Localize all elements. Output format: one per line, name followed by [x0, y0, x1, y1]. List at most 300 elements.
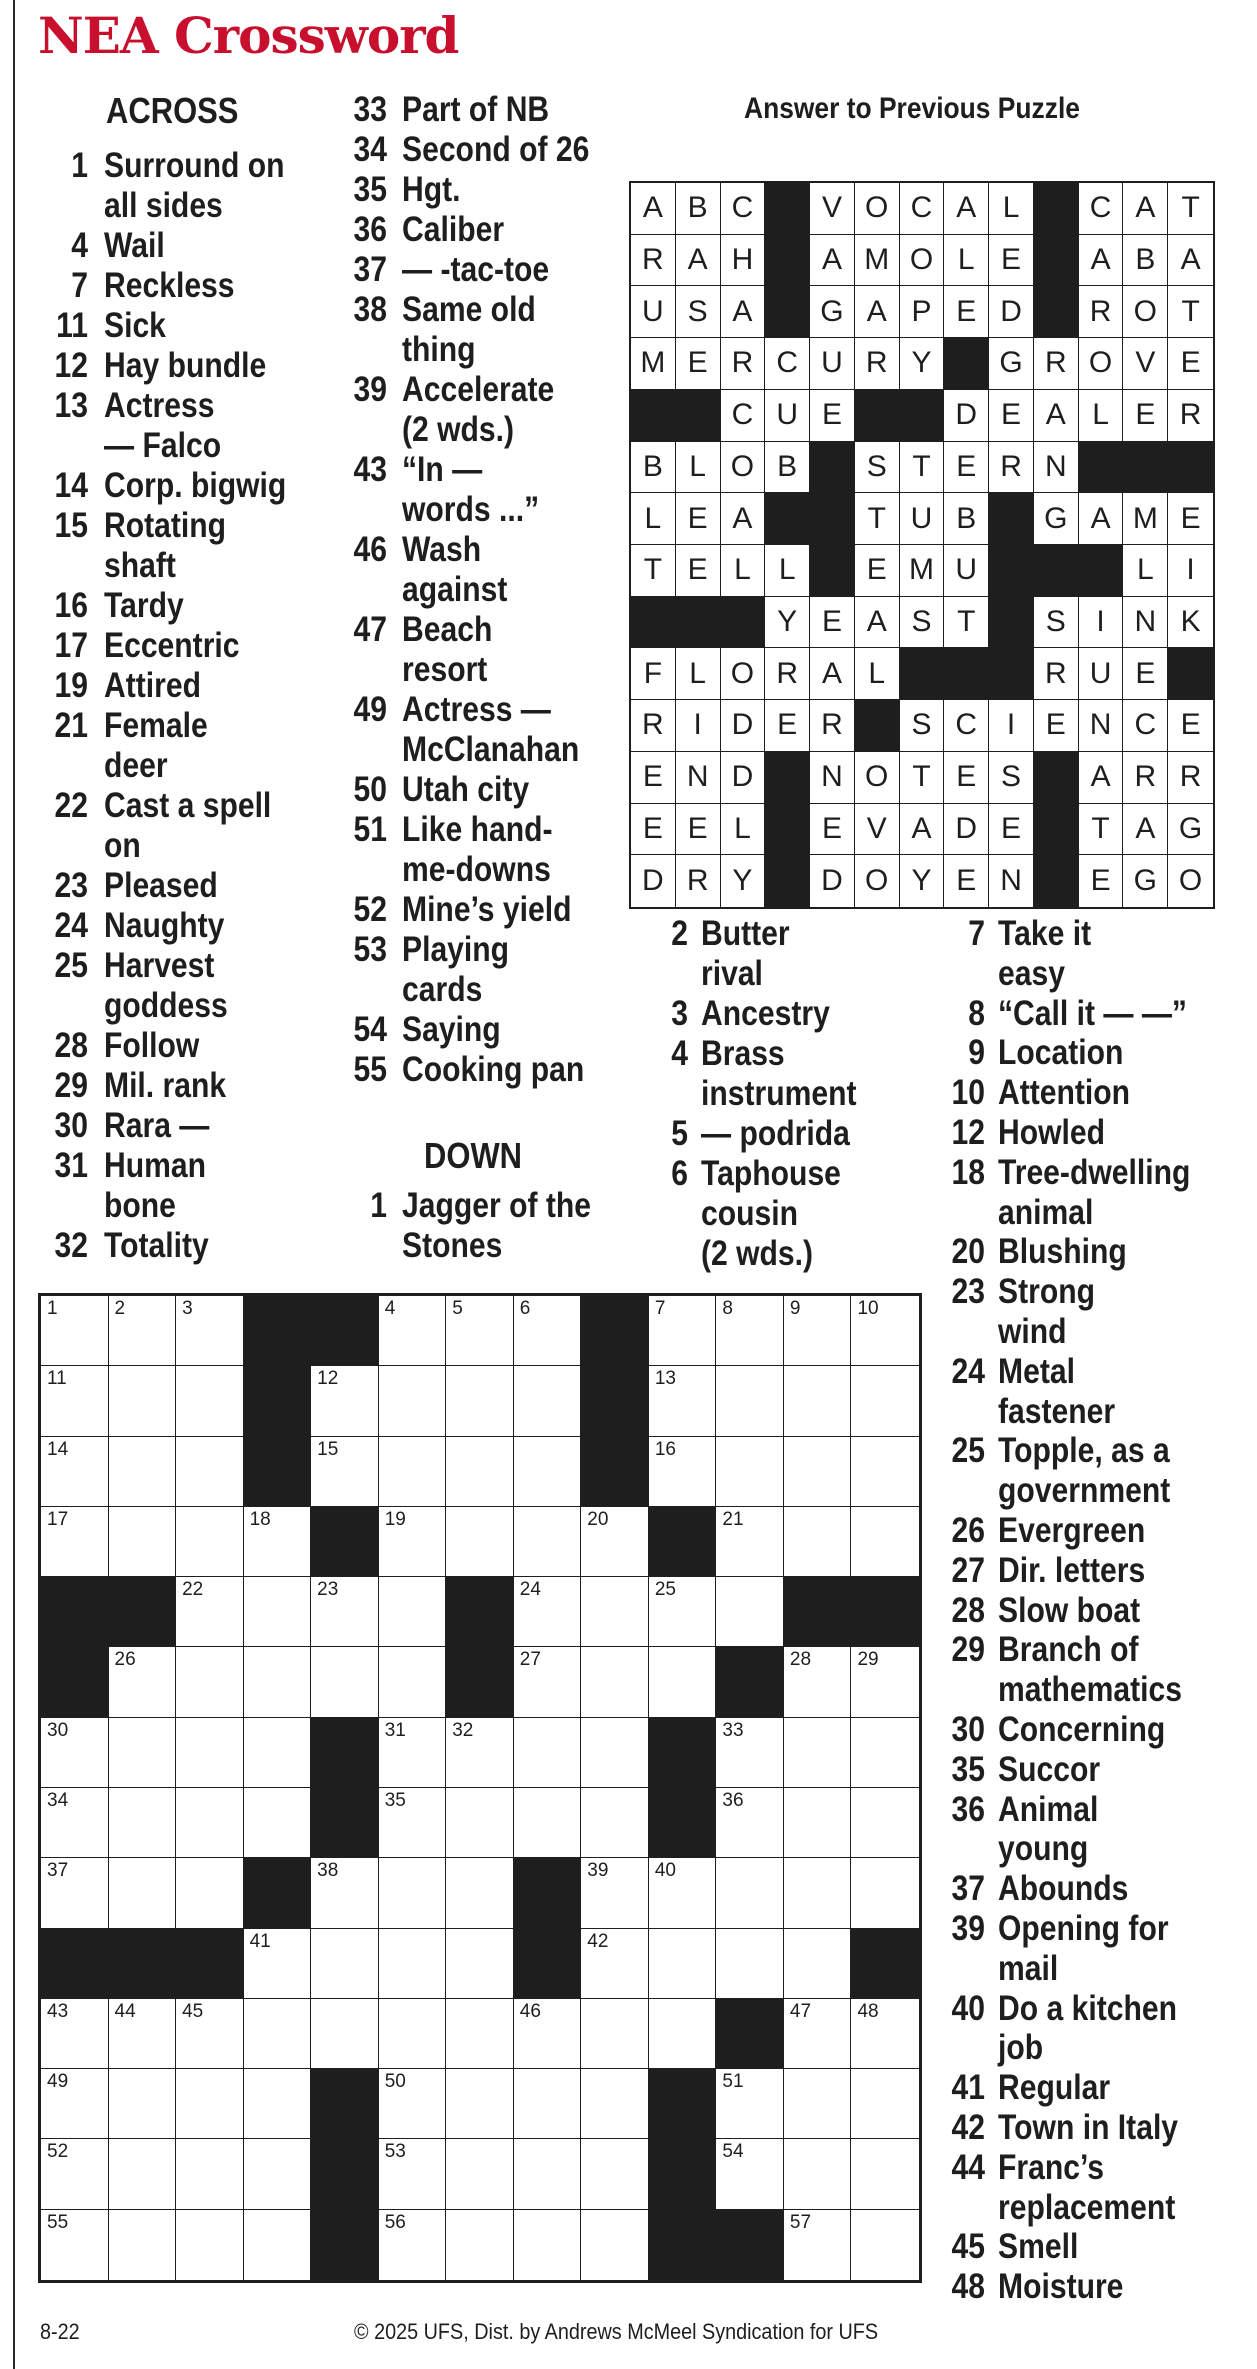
grid-cell[interactable]	[716, 1718, 784, 1788]
answer-letter: L	[631, 493, 676, 545]
cell-number: 30	[47, 1719, 69, 1741]
grid-cell[interactable]	[784, 1858, 852, 1928]
clue-number: 41	[951, 2068, 985, 2108]
clue-number: 9	[968, 1033, 985, 1073]
black-square	[649, 1718, 717, 1788]
grid-cell[interactable]	[311, 1999, 379, 2069]
grid-cell[interactable]	[514, 1366, 582, 1436]
black-square	[311, 1507, 379, 1577]
grid-cell[interactable]	[514, 1999, 582, 2069]
grid-cell[interactable]	[244, 1999, 312, 2069]
grid-cell[interactable]	[784, 2069, 852, 2139]
grid-cell[interactable]	[851, 2210, 919, 2280]
clue-number: 25	[54, 946, 88, 985]
grid-cell[interactable]	[176, 2139, 244, 2209]
clue-text: “Call it — —”	[998, 993, 1187, 1033]
black-square	[721, 597, 766, 649]
black-square	[1034, 855, 1079, 907]
clue-number: 29	[951, 1630, 985, 1670]
cell-number: 31	[384, 1719, 406, 1741]
cell-number: 5	[452, 1298, 463, 1319]
grid-cell[interactable]	[716, 2139, 784, 2209]
grid-cell[interactable]	[109, 2139, 177, 2209]
clue-text: Dir. letters	[998, 1550, 1146, 1590]
answer-letter: B	[944, 493, 989, 545]
answer-letter: A	[631, 183, 676, 235]
black-square	[989, 545, 1034, 597]
grid-cell[interactable]	[41, 1296, 109, 1366]
grid-cell[interactable]	[514, 1507, 582, 1577]
cell-number: 54	[722, 2141, 744, 2163]
crossword-grid	[38, 1293, 922, 2283]
answer-letter: A	[855, 597, 900, 649]
grid-cell[interactable]	[446, 1296, 514, 1366]
grid-cell[interactable]	[851, 1366, 919, 1436]
grid-cell[interactable]	[41, 1718, 109, 1788]
grid-cell[interactable]	[379, 1507, 447, 1577]
cell-number: 34	[47, 1789, 69, 1811]
grid-cell[interactable]	[649, 1296, 717, 1366]
black-square	[41, 1647, 109, 1717]
grid-cell[interactable]	[581, 2069, 649, 2139]
grid-cell[interactable]	[784, 2139, 852, 2209]
grid-cell[interactable]	[784, 1929, 852, 1999]
grid-cell[interactable]	[176, 2210, 244, 2280]
clue-text: Attention	[998, 1073, 1131, 1113]
grid-cell[interactable]	[109, 1999, 177, 2069]
black-square	[900, 648, 945, 700]
grid-cell[interactable]	[514, 1437, 582, 1507]
grid-cell[interactable]	[581, 1929, 649, 1999]
clue-text: — -tac-toe	[402, 250, 550, 289]
grid-cell[interactable]	[784, 1788, 852, 1858]
answer-letter: Y	[900, 855, 945, 907]
grid-cell[interactable]	[109, 1858, 177, 1928]
clue-text: Attired	[104, 666, 201, 705]
grid-cell[interactable]	[851, 1647, 919, 1717]
clue-number: 36	[951, 1789, 985, 1829]
answer-letter: D	[721, 752, 766, 804]
answer-letter: S	[1034, 597, 1079, 649]
grid-cell[interactable]	[109, 2210, 177, 2280]
grid-cell[interactable]	[581, 1858, 649, 1928]
grid-cell[interactable]	[649, 1858, 717, 1928]
answer-letter: M	[900, 545, 945, 597]
answer-letter: A	[1123, 183, 1168, 235]
cell-number: 25	[654, 1579, 676, 1601]
grid-cell[interactable]	[716, 1929, 784, 1999]
answer-letter: R	[631, 235, 676, 287]
cell-number: 35	[384, 1789, 406, 1811]
answer-letter: N	[810, 752, 855, 804]
answer-letter: T	[855, 493, 900, 545]
cell-number: 17	[47, 1508, 69, 1530]
clue-text: Eccentric	[104, 626, 240, 665]
grid-cell[interactable]	[649, 1647, 717, 1717]
cell-number: 55	[47, 2211, 69, 2233]
grid-cell[interactable]	[379, 1366, 447, 1436]
grid-cell[interactable]	[41, 2210, 109, 2280]
cell-number: 19	[384, 1508, 406, 1530]
grid-cell[interactable]	[784, 1507, 852, 1577]
grid-cell[interactable]	[514, 2139, 582, 2209]
grid-cell[interactable]	[716, 1366, 784, 1436]
grid-cell[interactable]	[176, 1718, 244, 1788]
grid-cell[interactable]	[514, 1296, 582, 1366]
answer-letter: R	[1168, 752, 1213, 804]
grid-cell[interactable]	[176, 1437, 244, 1507]
clue-text: animal	[998, 1192, 1094, 1232]
clue-text: Brass	[701, 1034, 785, 1073]
clue-text: (2 wds.)	[402, 410, 515, 449]
grid-cell[interactable]	[41, 1858, 109, 1928]
answer-letter: A	[810, 648, 855, 700]
black-square	[109, 1929, 177, 1999]
clue-text: cards	[402, 970, 483, 1009]
grid-cell[interactable]	[716, 1507, 784, 1577]
clue-text: Franc’s	[998, 2147, 1104, 2187]
clue-text: Actress —	[402, 690, 551, 729]
grid-cell[interactable]	[784, 1647, 852, 1717]
grid-cell[interactable]	[244, 1788, 312, 1858]
grid-cell[interactable]	[176, 2069, 244, 2139]
grid-cell[interactable]	[446, 2139, 514, 2209]
grid-cell[interactable]	[41, 1788, 109, 1858]
answer-letter: V	[810, 183, 855, 235]
grid-cell[interactable]	[784, 1296, 852, 1366]
clue-number: 2	[671, 914, 688, 953]
grid-cell[interactable]	[851, 2139, 919, 2209]
clue-number: 37	[951, 1869, 985, 1909]
grid-cell[interactable]	[851, 1788, 919, 1858]
cell-number: 56	[384, 2211, 406, 2233]
grid-cell[interactable]	[851, 1858, 919, 1928]
black-square	[765, 855, 810, 907]
clue-text: Strong	[998, 1272, 1095, 1312]
grid-cell[interactable]	[176, 1577, 244, 1647]
clue-number: 45	[951, 2227, 985, 2267]
black-square	[581, 1366, 649, 1436]
grid-cell[interactable]	[379, 2139, 447, 2209]
grid-cell[interactable]	[379, 1437, 447, 1507]
grid-cell[interactable]	[446, 1437, 514, 1507]
grid-cell[interactable]	[581, 1999, 649, 2069]
grid-cell[interactable]	[784, 2210, 852, 2280]
grid-cell[interactable]	[649, 1999, 717, 2069]
grid-cell[interactable]	[716, 1858, 784, 1928]
grid-cell[interactable]	[244, 2139, 312, 2209]
grid-cell[interactable]	[109, 1718, 177, 1788]
answer-letter: R	[1168, 390, 1213, 442]
cell-number: 41	[249, 1930, 271, 1952]
grid-cell[interactable]	[514, 1788, 582, 1858]
answer-letter: E	[1168, 493, 1213, 545]
grid-cell[interactable]	[514, 2069, 582, 2139]
black-square	[649, 2139, 717, 2209]
answer-letter: A	[900, 804, 945, 856]
answer-letter: M	[631, 338, 676, 390]
grid-cell[interactable]	[311, 1577, 379, 1647]
answer-letter: V	[855, 804, 900, 856]
grid-cell[interactable]	[784, 1366, 852, 1436]
grid-cell[interactable]	[716, 2069, 784, 2139]
grid-cell[interactable]	[41, 1366, 109, 1436]
clue-text: job	[998, 2028, 1044, 2068]
cell-number: 37	[47, 1860, 69, 1882]
grid-cell[interactable]	[851, 1999, 919, 2069]
grid-cell[interactable]	[109, 1507, 177, 1577]
grid-cell[interactable]	[446, 2210, 514, 2280]
grid-cell[interactable]	[446, 1718, 514, 1788]
cell-number: 26	[114, 1649, 136, 1671]
black-square	[676, 390, 721, 442]
black-square	[989, 597, 1034, 649]
grid-cell[interactable]	[244, 1507, 312, 1577]
grid-cell[interactable]	[109, 1437, 177, 1507]
clue-text: mathematics	[998, 1670, 1183, 1710]
grid-cell[interactable]	[244, 2210, 312, 2280]
clue-text: deer	[104, 746, 168, 785]
clue-text: cousin	[701, 1194, 799, 1233]
grid-cell[interactable]	[109, 1788, 177, 1858]
black-square	[631, 390, 676, 442]
answer-letter: E	[989, 390, 1034, 442]
answer-letter: C	[1079, 183, 1124, 235]
clue-number: 23	[54, 866, 88, 905]
clue-number: 26	[951, 1510, 985, 1550]
grid-cell[interactable]	[176, 1858, 244, 1928]
answer-letter: O	[1123, 286, 1168, 338]
answer-letter: R	[810, 700, 855, 752]
answer-letter: O	[855, 183, 900, 235]
grid-cell[interactable]	[176, 1366, 244, 1436]
grid-cell[interactable]	[176, 1507, 244, 1577]
answer-letter: Y	[765, 597, 810, 649]
grid-cell[interactable]	[514, 1577, 582, 1647]
grid-cell[interactable]	[311, 1647, 379, 1717]
black-square	[1034, 545, 1079, 597]
grid-cell[interactable]	[244, 1647, 312, 1717]
grid-cell[interactable]	[514, 1647, 582, 1717]
answer-letter: S	[676, 286, 721, 338]
grid-cell[interactable]	[446, 1999, 514, 2069]
grid-cell[interactable]	[379, 1718, 447, 1788]
grid-cell[interactable]	[109, 1366, 177, 1436]
black-square	[765, 493, 810, 545]
answer-letter: I	[1168, 545, 1213, 597]
grid-cell[interactable]	[649, 1437, 717, 1507]
grid-cell[interactable]	[109, 2069, 177, 2139]
grid-cell[interactable]	[514, 2210, 582, 2280]
previous-answer-title: Answer to Previous Puzzle	[744, 92, 1080, 125]
clue-number: 55	[353, 1050, 387, 1089]
clue-number: 43	[353, 450, 387, 489]
grid-cell[interactable]	[379, 1647, 447, 1717]
answer-letter: O	[900, 235, 945, 287]
answer-letter: E	[676, 493, 721, 545]
grid-cell[interactable]	[379, 1577, 447, 1647]
answer-letter: N	[1034, 442, 1079, 494]
clue-number: 36	[353, 210, 387, 249]
answer-letter: L	[676, 442, 721, 494]
clue-number: 24	[951, 1351, 985, 1391]
clue-number: 7	[968, 914, 985, 953]
grid-cell[interactable]	[446, 1858, 514, 1928]
grid-cell[interactable]	[851, 2069, 919, 2139]
answer-letter: C	[900, 183, 945, 235]
clue-text: Tardy	[104, 586, 184, 625]
cell-number: 7	[654, 1298, 666, 1319]
grid-cell[interactable]	[514, 1718, 582, 1788]
grid-cell[interactable]	[311, 1437, 379, 1507]
grid-cell[interactable]	[851, 1296, 919, 1366]
grid-cell[interactable]	[784, 1999, 852, 2069]
answer-letter: R	[855, 338, 900, 390]
grid-cell[interactable]	[379, 1929, 447, 1999]
grid-cell[interactable]	[176, 1647, 244, 1717]
grid-cell[interactable]	[244, 1929, 312, 1999]
grid-cell[interactable]	[649, 1366, 717, 1436]
clue-number: 22	[54, 786, 88, 825]
answer-letter: B	[676, 183, 721, 235]
black-square	[311, 2139, 379, 2209]
grid-cell[interactable]	[581, 2210, 649, 2280]
answer-letter: U	[900, 493, 945, 545]
grid-cell[interactable]	[41, 2139, 109, 2209]
grid-cell[interactable]	[41, 1437, 109, 1507]
cell-number: 42	[587, 1930, 609, 1952]
grid-cell[interactable]	[649, 1929, 717, 1999]
grid-cell[interactable]	[379, 1788, 447, 1858]
clue-text: Naughty	[104, 906, 225, 945]
clue-text: Smell	[998, 2227, 1079, 2267]
grid-cell[interactable]	[716, 1296, 784, 1366]
clue-text: replacement	[998, 2187, 1176, 2227]
answer-letter: B	[1123, 235, 1168, 287]
black-square	[1079, 545, 1124, 597]
grid-cell[interactable]	[851, 1507, 919, 1577]
grid-cell[interactable]	[581, 1647, 649, 1717]
grid-cell[interactable]	[244, 1577, 312, 1647]
grid-cell[interactable]	[41, 2069, 109, 2139]
cell-number: 43	[47, 2000, 69, 2022]
clue-text: Topple, as a	[998, 1431, 1170, 1471]
grid-cell[interactable]	[109, 1296, 177, 1366]
grid-cell[interactable]	[379, 1999, 447, 2069]
grid-cell[interactable]	[244, 1718, 312, 1788]
clue-text: Harvest	[104, 946, 215, 985]
answer-letter: A	[810, 235, 855, 287]
grid-cell[interactable]	[716, 1577, 784, 1647]
grid-cell[interactable]	[109, 1647, 177, 1717]
grid-cell[interactable]	[176, 1296, 244, 1366]
grid-cell[interactable]	[851, 1437, 919, 1507]
black-square	[855, 390, 900, 442]
answer-letter: L	[721, 545, 766, 597]
answer-letter: F	[631, 648, 676, 700]
grid-cell[interactable]	[784, 1437, 852, 1507]
grid-cell[interactable]	[581, 2139, 649, 2209]
clue-text: bone	[104, 1186, 176, 1225]
grid-cell[interactable]	[784, 1718, 852, 1788]
clue-text: Corp. bigwig	[104, 466, 287, 505]
grid-cell[interactable]	[311, 1858, 379, 1928]
grid-cell[interactable]	[446, 1507, 514, 1577]
black-square	[989, 493, 1034, 545]
clue-text: on	[104, 826, 141, 865]
black-square	[855, 700, 900, 752]
grid-cell[interactable]	[649, 1577, 717, 1647]
answer-letter: L	[989, 183, 1034, 235]
cell-number: 16	[654, 1438, 676, 1460]
clue-text: all sides	[104, 186, 223, 225]
clue-number: 37	[353, 250, 387, 289]
clue-text: words ...”	[402, 490, 540, 529]
grid-cell[interactable]	[581, 1577, 649, 1647]
answer-letter: T	[1168, 286, 1213, 338]
grid-cell[interactable]	[41, 1999, 109, 2069]
clue-number: 7	[71, 266, 88, 305]
grid-cell[interactable]	[446, 2069, 514, 2139]
black-square	[989, 648, 1034, 700]
cell-number: 9	[789, 1298, 801, 1319]
clue-text: Moisture	[998, 2267, 1124, 2307]
grid-cell[interactable]	[379, 1858, 447, 1928]
grid-cell[interactable]	[379, 2069, 447, 2139]
grid-cell[interactable]	[581, 1718, 649, 1788]
grid-cell[interactable]	[851, 1718, 919, 1788]
answer-letter: U	[810, 338, 855, 390]
grid-cell[interactable]	[716, 1437, 784, 1507]
clue-number: 31	[54, 1146, 88, 1185]
grid-cell[interactable]	[446, 1366, 514, 1436]
black-square	[765, 235, 810, 287]
grid-cell[interactable]	[41, 1507, 109, 1577]
grid-cell[interactable]	[311, 1929, 379, 1999]
answer-letter: R	[676, 855, 721, 907]
clue-number: 39	[353, 370, 387, 409]
grid-cell[interactable]	[176, 1788, 244, 1858]
clue-text: Succor	[998, 1749, 1101, 1789]
grid-cell[interactable]	[379, 2210, 447, 2280]
answer-letter: A	[1079, 235, 1124, 287]
cell-number: 23	[317, 1579, 339, 1601]
clue-number: 47	[353, 610, 387, 649]
answer-letter: N	[1123, 597, 1168, 649]
grid-cell[interactable]	[581, 1507, 649, 1577]
answer-letter: E	[1168, 700, 1213, 752]
grid-cell[interactable]	[311, 1366, 379, 1436]
grid-cell[interactable]	[446, 1788, 514, 1858]
grid-cell[interactable]	[176, 1999, 244, 2069]
grid-cell[interactable]	[716, 1788, 784, 1858]
answer-letter: E	[944, 442, 989, 494]
answer-letter: S	[900, 700, 945, 752]
answer-letter: C	[765, 338, 810, 390]
grid-cell[interactable]	[244, 2069, 312, 2139]
across-heading: ACROSS	[106, 90, 239, 131]
cell-number: 11	[47, 1368, 67, 1390]
clue-number: 4	[71, 226, 88, 265]
grid-cell[interactable]	[446, 1929, 514, 1999]
cell-number: 33	[722, 1719, 744, 1741]
clue-text: rival	[701, 954, 763, 993]
clue-text: Reckless	[104, 266, 235, 305]
answer-letter: N	[1079, 700, 1124, 752]
grid-cell[interactable]	[379, 1296, 447, 1366]
grid-cell[interactable]	[581, 1788, 649, 1858]
answer-letter: G	[1168, 804, 1213, 856]
